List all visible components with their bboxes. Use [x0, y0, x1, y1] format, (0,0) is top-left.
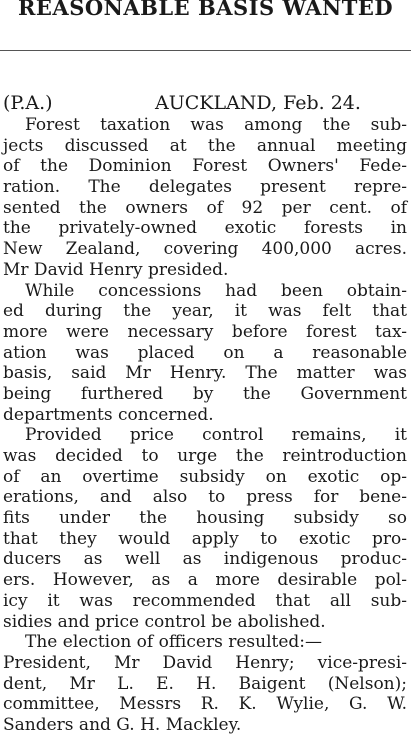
article-line: ration. The delegates present repre- [3, 177, 407, 198]
article-line: erations, and also to press for bene- [3, 487, 407, 508]
article-line: icy it was recommended that all sub- [3, 590, 407, 611]
headline: REASONABLE BASIS WANTED [17, 0, 394, 20]
article-line: basis, said Mr Henry. The matter was [3, 363, 407, 384]
article-line: Forest taxation was among the sub- [25, 115, 407, 135]
article-line: departments concerned. [3, 404, 214, 425]
article-line: ducers as well as indigenous produc- [3, 549, 407, 570]
article-line: President, Mr David Henry; vice-presi- [3, 652, 407, 673]
article-line: ed during the year, it was felt that [3, 301, 407, 322]
dateline-agency: (P.A.) [3, 92, 53, 114]
article-line: New Zealand, covering 400,000 acres. [3, 239, 407, 260]
article-line: Sanders and G. H. Mackley. [3, 715, 242, 735]
dateline [3, 91, 407, 116]
article-line: While concessions had been obtain- [25, 280, 407, 301]
headline-rule [0, 50, 411, 51]
article-line: Mr David Henry presided. [3, 259, 229, 280]
article-line: sidies and price control be abolished. [3, 611, 326, 632]
dateline-place: AUCKLAND, Feb. 24. [155, 92, 361, 114]
article-line: Provided price control remains, it [25, 425, 407, 446]
article-line: that they would apply to exotic pro- [3, 528, 407, 549]
article-line: of the Dominion Forest Owners' Fede- [3, 156, 407, 177]
article-line: ers. However, as a more desirable pol- [3, 570, 407, 591]
article-line: ation was placed on a reasonable [3, 342, 407, 363]
article-line: sented the owners of 92 per cent. of [3, 197, 407, 218]
article-line: the privately-owned exotic forests in [3, 218, 407, 239]
article-line: of an overtime subsidy on exotic op- [3, 466, 407, 487]
article-line: was decided to urge the reintroduction [3, 446, 407, 467]
article-line: fits under the housing subsidy so [3, 508, 407, 529]
article-line: jects discussed at the annual meeting [3, 135, 407, 156]
article-line: being furthered by the Government [3, 383, 407, 404]
article-line: The election of officers resulted:— [25, 632, 323, 653]
article-line: committee, Messrs R. K. Wylie, G. W. [3, 694, 407, 715]
article-line: more were necessary before forest tax- [3, 321, 407, 342]
article-line: dent, Mr L. E. H. Baigent (Nelson); [3, 673, 407, 694]
